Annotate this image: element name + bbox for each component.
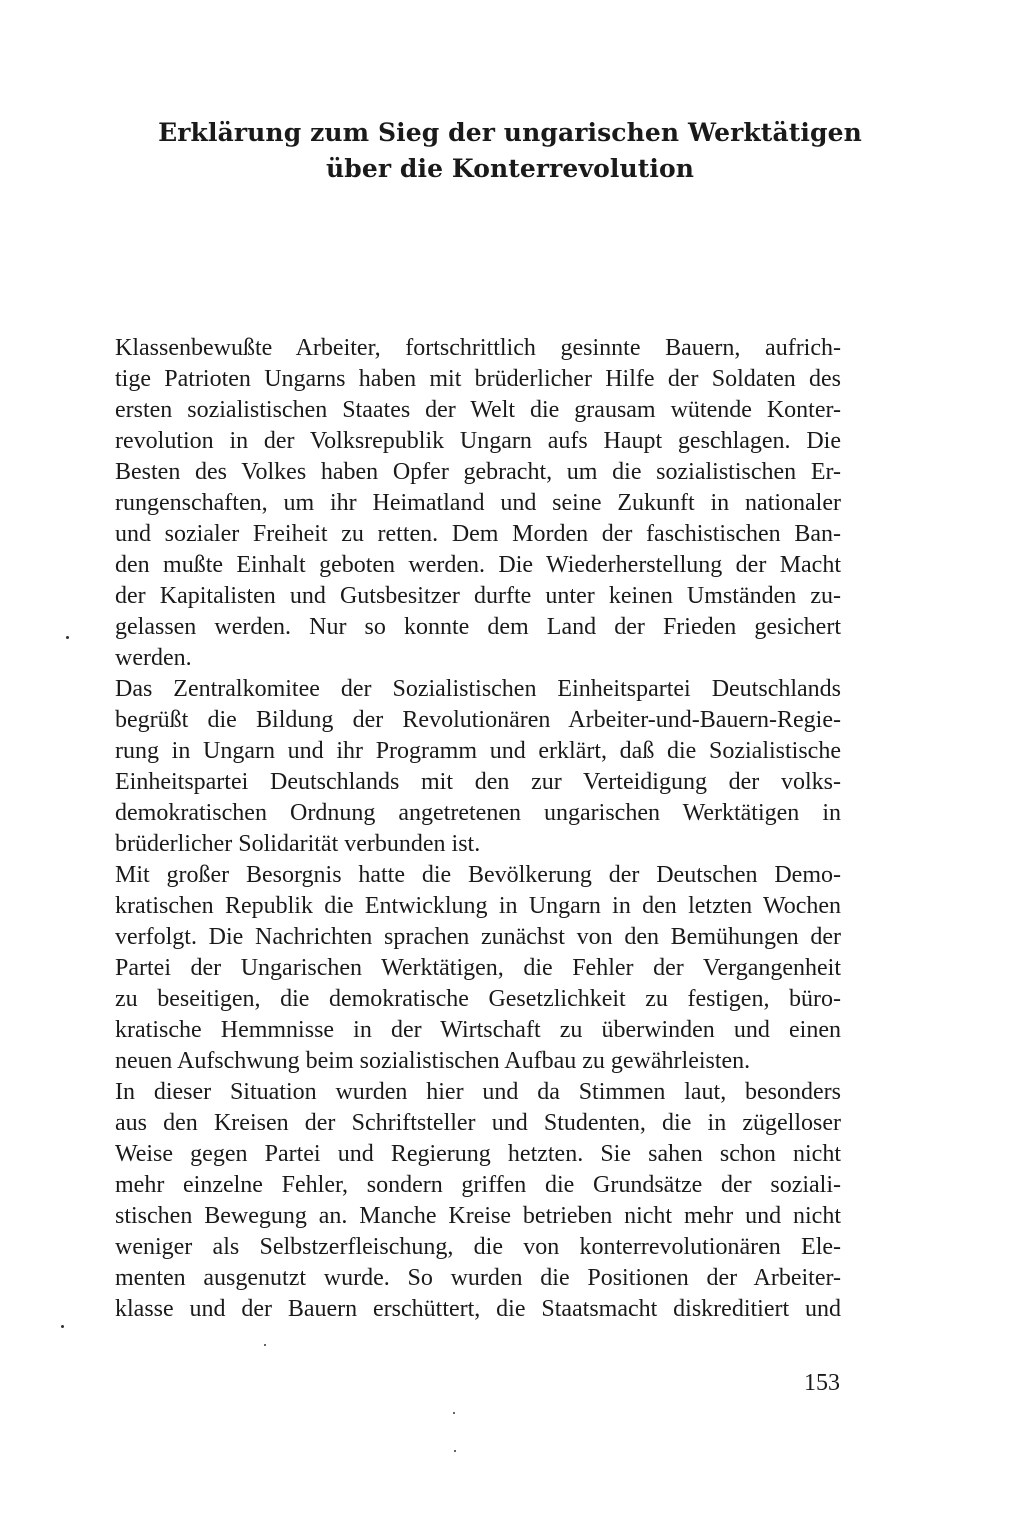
text-line: weniger als Selbstzerfleischung, die von konterrevolutionären Ele- bbox=[115, 1234, 841, 1260]
title-line-2: über die Konterrevolution bbox=[325, 154, 695, 183]
paragraph bbox=[115, 333, 841, 674]
text-line: demokratischen Ordnung angetretenen ungarischen Werktätigen in bbox=[115, 800, 841, 826]
page-number: 153 bbox=[804, 1370, 840, 1396]
text-line: Klassenbewußte Arbeiter, fortschrittlich gesinnte Bauern, aufrich- bbox=[115, 335, 841, 361]
text-line: kratischen Republik die Entwicklung in Ungarn in den letzten Wochen bbox=[115, 893, 841, 919]
text-line: revolution in der Volksrepublik Ungarn aufs Haupt geschlagen. Die bbox=[115, 428, 841, 454]
text-line: Besten des Volkes haben Opfer gebracht, um die sozialistischen Er- bbox=[115, 459, 841, 485]
text-line: menten ausgenutzt wurde. So wurden die Positionen der Arbeiter- bbox=[115, 1265, 841, 1291]
print-speck bbox=[454, 1450, 456, 1452]
print-speck bbox=[264, 1344, 266, 1346]
text-line: neuen Aufschwung beim sozialistischen Aufbau zu gewährleisten. bbox=[115, 1048, 751, 1074]
paragraph bbox=[115, 860, 841, 1077]
text-line: In dieser Situation wurden hier und da Stimmen laut, besonders bbox=[115, 1079, 841, 1105]
text-line: stischen Bewegung an. Manche Kreise betrieben nicht mehr und nicht bbox=[115, 1203, 841, 1229]
text-line: tige Patrioten Ungarns haben mit brüderlicher Hilfe der Soldaten des bbox=[115, 366, 841, 392]
title-line-1: Erklärung zum Sieg der ungarischen Werktätigen bbox=[158, 118, 862, 147]
text-line: kratische Hemmnisse in der Wirtschaft zu überwinden und einen bbox=[115, 1017, 841, 1043]
text-line: Weise gegen Partei und Regierung hetzten. Sie sahen schon nicht bbox=[115, 1141, 841, 1167]
text-line: rungenschaften, um ihr Heimatland und seine Zukunft in nationaler bbox=[115, 490, 841, 516]
text-line: den mußte Einhalt geboten werden. Die Wiederherstellung der Macht bbox=[115, 552, 841, 578]
text-line: gelassen werden. Nur so konnte dem Land der Frieden gesichert bbox=[115, 614, 841, 640]
text-line: der Kapitalisten und Gutsbesitzer durfte unter keinen Umständen zu- bbox=[115, 583, 841, 609]
text-line: aus den Kreisen der Schriftsteller und Studenten, die in zügelloser bbox=[115, 1110, 841, 1136]
text-line: Das Zentralkomitee der Sozialistischen Einheitspartei Deutschlands bbox=[115, 676, 841, 702]
text-line: verfolgt. Die Nachrichten sprachen zunächst von den Bemühungen der bbox=[115, 924, 841, 950]
text-line: werden. bbox=[115, 645, 192, 671]
text-line: Mit großer Besorgnis hatte die Bevölkerung der Deutschen Demo- bbox=[115, 862, 841, 888]
text-line: Einheitspartei Deutschlands mit den zur Verteidigung der volks- bbox=[115, 769, 841, 795]
print-speck bbox=[453, 1412, 455, 1414]
text-line: klasse und der Bauern erschüttert, die Staatsmacht diskreditiert und bbox=[115, 1296, 841, 1322]
text-line: rung in Ungarn und ihr Programm und erklärt, daß die Sozialistische bbox=[115, 738, 841, 764]
paragraph bbox=[115, 674, 841, 860]
print-speck bbox=[66, 636, 69, 639]
text-line: ersten sozialistischen Staates der Welt die grausam wütende Konter- bbox=[115, 397, 841, 423]
page-title bbox=[110, 115, 910, 187]
text-line: Partei der Ungarischen Werktätigen, die Fehler der Vergangenheit bbox=[115, 955, 841, 981]
text-line: mehr einzelne Fehler, sondern griffen die Grundsätze der soziali- bbox=[115, 1172, 841, 1198]
text-line: zu beseitigen, die demokratische Gesetzlichkeit zu festigen, büro- bbox=[115, 986, 841, 1012]
text-line: und sozialer Freiheit zu retten. Dem Morden der faschistischen Ban- bbox=[115, 521, 841, 547]
print-speck bbox=[61, 1325, 64, 1328]
body-text bbox=[115, 333, 841, 1325]
text-line: brüderlicher Solidarität verbunden ist. bbox=[115, 831, 481, 857]
text-line: begrüßt die Bildung der Revolutionären Arbeiter-und-Bauern-Regie- bbox=[115, 707, 841, 733]
paragraph bbox=[115, 1077, 841, 1325]
